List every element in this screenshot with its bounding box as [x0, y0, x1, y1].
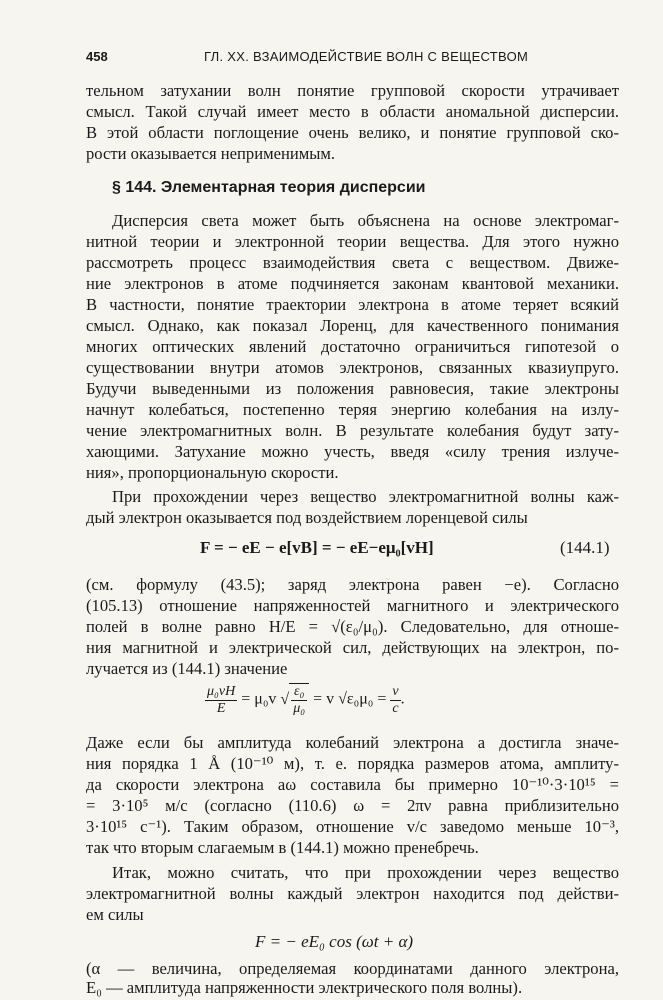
text-line: рассмотреть процесс взаимодействия света с веществом. Движе- [86, 253, 619, 272]
equation-part: = v √ε₀μ₀ = [313, 690, 387, 708]
text-line: Дисперсия света может быть объяснена на основе электромаг- [112, 211, 619, 230]
text-line: существовании внутри атомов электронов, связанных квазиупруго. [86, 358, 619, 377]
text-line: чение электромагнитных волн. В результате колебания будут зату- [86, 421, 619, 440]
text-line: В этой области поглощение очень велико, и понятие групповой ско- [86, 123, 619, 142]
running-head: ГЛ. XX. ВЗАИМОДЕЙСТВИЕ ВОЛН С ВЕЩЕСТВОМ [204, 49, 529, 64]
text-line: начнут колебаться, постепенно теряя энергию колебания на излу- [86, 400, 619, 419]
equation-part: . [400, 690, 405, 708]
fraction-denominator: E [216, 700, 226, 716]
text-line: = 3·10⁵ м/с (согласно (110.6) ω = 2πν равна приблизительно [86, 796, 619, 815]
text-line: да скорости электрона aω составила бы примерно 10⁻¹⁰·3·10¹⁵ = [86, 775, 619, 794]
text-line: 3·10¹⁵ с⁻¹). Таким образом, отношение v/c заведомо меньше 10⁻³, [86, 817, 619, 836]
text-line: В частности, понятие траектории электрона в атоме теряет всякий [86, 295, 619, 314]
text-line: Итак, можно считать, что при прохождении через вещество [112, 863, 619, 882]
fraction-denominator: μ₀ [293, 701, 306, 716]
text-line: (105.13) отношение напряженностей магнитного и электрического [86, 596, 619, 615]
text-line: нитной теории и электронной теории вещества. Для этого нужно [86, 232, 619, 251]
text-line: электромагнитной волны каждый электрон находится под действи- [86, 884, 619, 903]
text-line: так что вторым слагаемым в (144.1) можно пренебречь. [86, 838, 479, 857]
text-line: (α — величина, определяемая координатами данного электрона, [86, 959, 619, 978]
equation-part: = μ₀v [241, 690, 277, 708]
fraction [390, 684, 400, 717]
text-line: смысл. Однако, как показал Лоренц, для качественного понимания [86, 316, 619, 335]
text-line: смысл. Такой случай имеет место в области аномальной дисперсии. [86, 102, 619, 121]
equation-144-1: F = − eE − e[vB] = − eE−eμ₀[vH] [200, 538, 434, 557]
equation-ratio [205, 683, 405, 717]
text-line: тельном затухании волн понятие групповой скорости утрачивает [86, 81, 619, 100]
text-line: ем силы [86, 905, 144, 924]
fraction [205, 684, 237, 717]
text-line: При прохождении через вещество электромагнитной волны каж- [112, 487, 619, 506]
square-root: √ $\frac{\text{ε₀}}{\text{μ₀}}$ [280, 683, 309, 717]
text-line: рости оказывается неприменимым. [86, 144, 336, 163]
fraction-denominator: c [392, 700, 399, 716]
equation-force: F = − eE₀ cos (ωt + α) [255, 932, 414, 951]
text-line: ния», пропорциональную скорости. [86, 463, 339, 482]
text-line: дый электрон оказывается под воздействием лоренцевой силы [86, 508, 528, 527]
fraction-numerator: μ₀vH [207, 683, 236, 699]
text-line: Будучи выведенными из положения равновесия, такие электроны [86, 379, 619, 398]
text-line: многих оптических явлений достаточно ограничиться гипотезой о [86, 337, 619, 356]
fraction-numerator: ε₀ [291, 684, 307, 701]
text-line: полей в волне равно H/E = √(ε₀/μ₀). Следовательно, для отноше- [86, 617, 619, 636]
text-line: хающими. Затухание можно учесть, введя «силу трения излуче- [86, 442, 619, 461]
text-line: E₀ — амплитуда напряженности электрического поля волны). [86, 978, 523, 997]
text-line: Даже если бы амплитуда колебаний электрона a достигла значе- [86, 733, 619, 752]
text-line: (см. формулу (43.5); заряд электрона равен −e). Согласно [86, 575, 619, 594]
text-line: ния магнитной и электрической сил, действующих на электрон, по- [86, 638, 619, 657]
fraction-numerator: v [392, 683, 399, 699]
section-title: § 144. Элементарная теория дисперсии [112, 179, 426, 196]
text-line: лучается из (144.1) значение [86, 659, 288, 678]
equation-number: (144.1) [560, 538, 610, 557]
page-number: 458 [86, 49, 108, 64]
text-line: ние электронов в атоме подчиняется законам квантовой механики. [86, 274, 619, 293]
text-line: ния порядка 1 Å (10⁻¹⁰ м), т. е. порядка размеров атома, амплиту- [86, 754, 619, 773]
